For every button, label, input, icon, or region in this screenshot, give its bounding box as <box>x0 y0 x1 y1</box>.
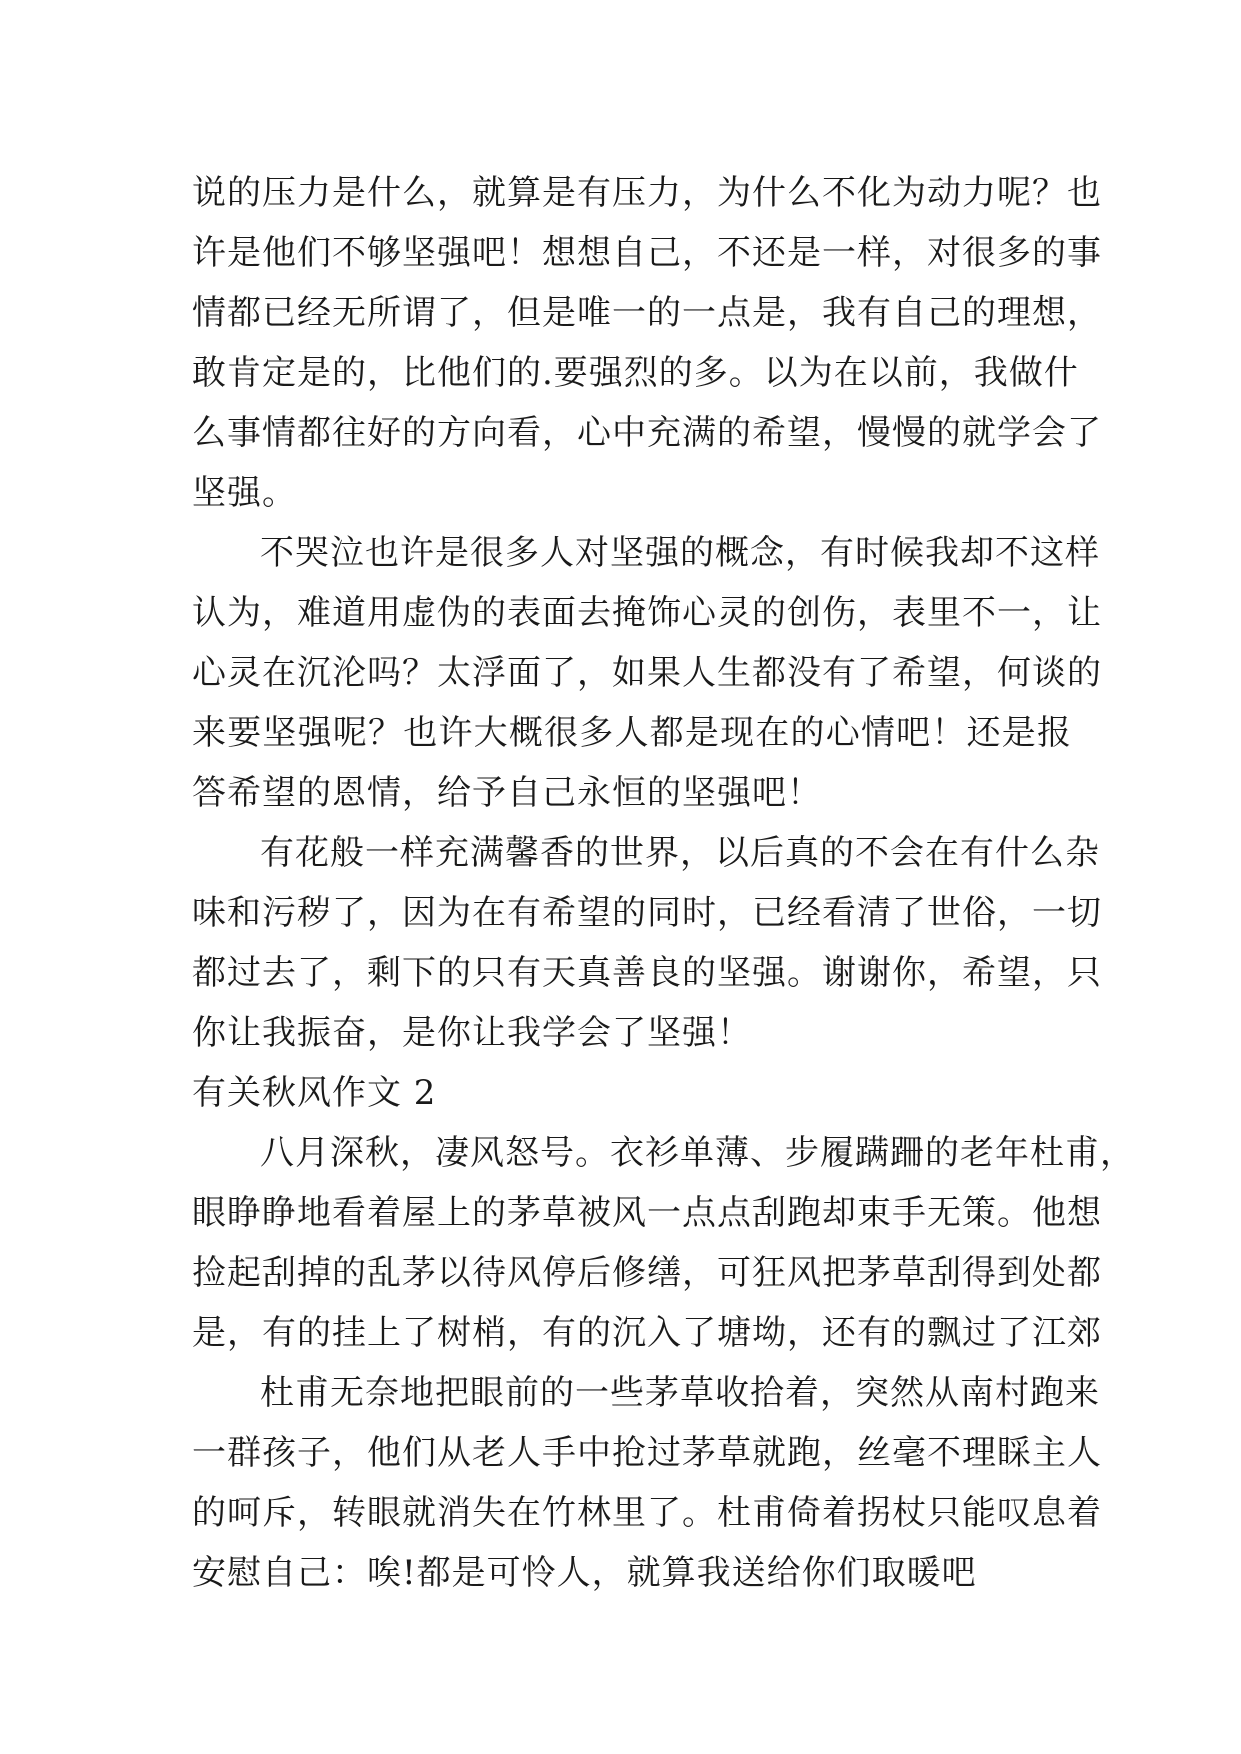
text-line: 眼睁睁地看着屋上的茅草被风一点点刮跑却束手无策。他想 <box>192 1193 1102 1233</box>
text-line: 的呵斥，转眼就消失在竹林里了。杜甫倚着拐杖只能叹息着 <box>192 1493 1102 1533</box>
text-line: 是，有的挂上了树梢，有的沉入了塘坳，还有的飘过了江郊 <box>192 1313 1102 1353</box>
text-line: 都过去了，剩下的只有天真善良的坚强。谢谢你，希望，只 <box>192 953 1102 993</box>
text-line: 杜甫无奈地把眼前的一些茅草收拾着，突然从南村跑来 <box>260 1373 1100 1413</box>
text-line: 么事情都往好的方向看，心中充满的希望，慢慢的就学会了 <box>192 413 1102 453</box>
text-line: 坚强。 <box>192 473 297 513</box>
text-line: 许是他们不够坚强吧！想想自己，不还是一样，对很多的事 <box>192 233 1102 273</box>
text-line: 认为，难道用虚伪的表面去掩饰心灵的创伤，表里不一，让 <box>192 593 1102 633</box>
text-line: 有花般一样充满馨香的世界，以后真的不会在有什么杂 <box>260 833 1100 873</box>
text-line: 捡起刮掉的乱茅以待风停后修缮，可狂风把茅草刮得到处都 <box>192 1253 1102 1293</box>
text-line: 安慰自己：唉!都是可怜人，就算我送给你们取暖吧 <box>192 1553 977 1593</box>
text-line: 八月深秋，凄风怒号。衣衫单薄、步履蹒跚的老年杜甫， <box>260 1133 1135 1173</box>
text-line: 情都已经无所谓了，但是唯一的一点是，我有自己的理想， <box>192 293 1102 333</box>
text-line: 说的压力是什么，就算是有压力，为什么不化为动力呢？也 <box>192 173 1102 213</box>
text-line: 答希望的恩情，给予自己永恒的坚强吧！ <box>192 773 822 813</box>
text-line: 味和污秽了，因为在有希望的同时，已经看清了世俗，一切 <box>192 893 1102 933</box>
section-heading: 有关秋风作文 2 <box>192 1073 437 1113</box>
text-line: 心灵在沉沦吗？太浮面了，如果人生都没有了希望，何谈的 <box>192 653 1102 693</box>
text-line: 不哭泣也许是很多人对坚强的概念，有时候我却不这样 <box>260 533 1100 573</box>
text-line: 来要坚强呢？也许大概很多人都是现在的心情吧！还是报 <box>192 713 1072 753</box>
text-line: 你让我振奋，是你让我学会了坚强！ <box>192 1013 752 1053</box>
text-line: 一群孩子，他们从老人手中抢过茅草就跑，丝毫不理睬主人 <box>192 1433 1102 1473</box>
body-text <box>192 163 1135 1603</box>
text-line: 敢肯定是的，比他们的.要强烈的多。以为在以前，我做什 <box>192 353 1079 393</box>
